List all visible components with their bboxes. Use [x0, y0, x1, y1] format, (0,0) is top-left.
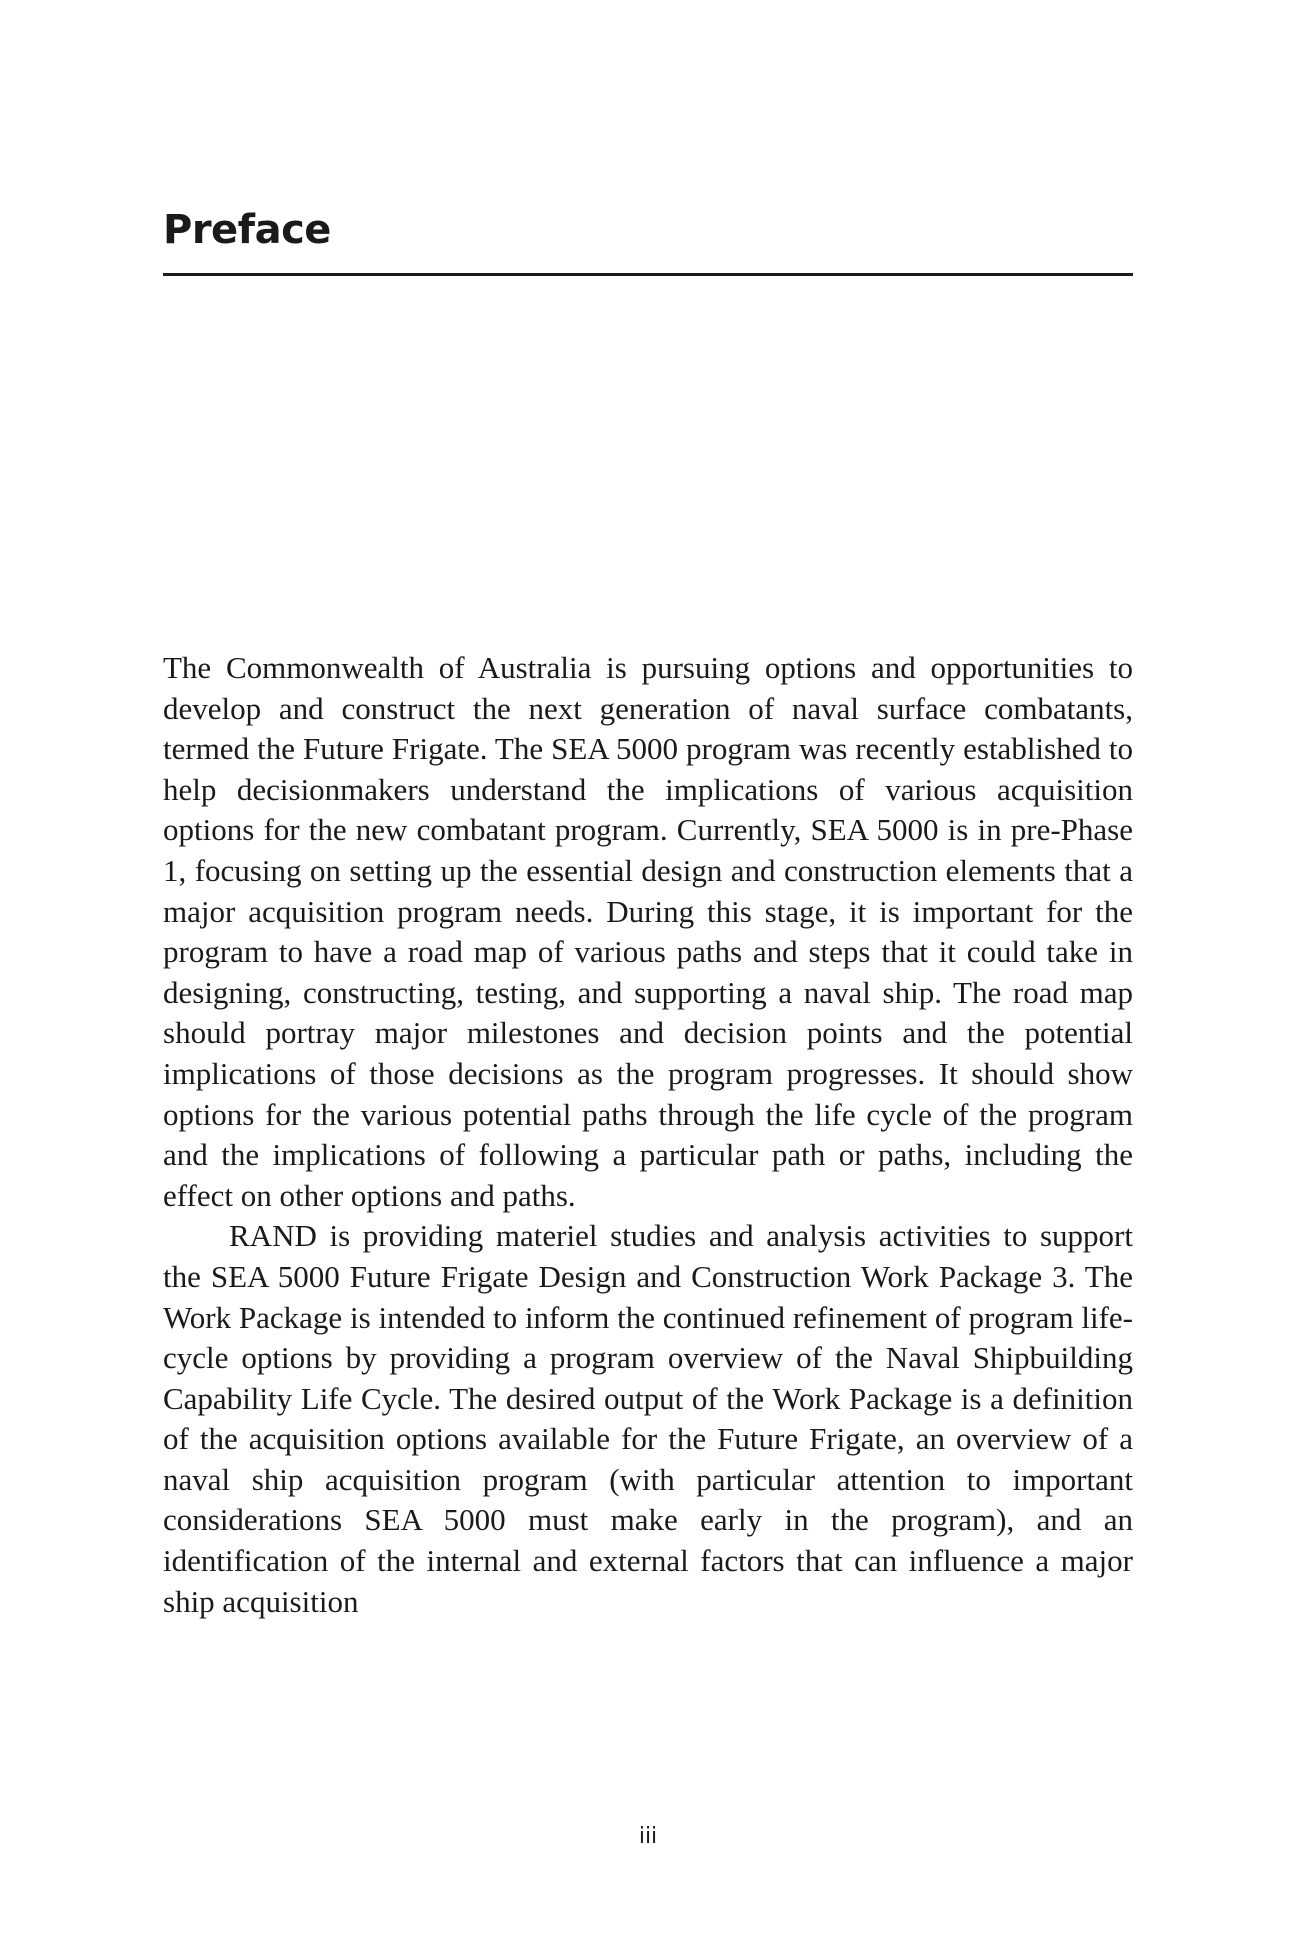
- body-text: [163, 648, 1133, 1622]
- title-divider: [163, 273, 1133, 276]
- paragraph: The Commonwealth of Australia is pursuing options and opportunities to develop and construct the next generation of naval surface combatants, termed the Future Frigate. The SEA 5000 program was recently established to help decisionmakers understand the implications of various acquisition options for the new combatant program. Currently, SEA 5000 is in pre-Phase 1, focusing on setting up the essential design and construction elements that a major acquisition program needs. During this stage, it is important for the program to have a road map of various paths and steps that it could take in designing, constructing, testing, and supporting a naval ship. The road map should portray major milestones and decision points and the potential implications of those decisions as the program progresses. It should show options for the various potential paths through the life cycle of the program and the implications of following a particular path or paths, including the effect on other options and paths.: [163, 650, 1133, 1213]
- paragraph: RAND is providing materiel studies and analysis activities to support the SEA 5000 Future Frigate Design and Construction Work Package 3. The Work Package is intended to inform the continued refinement of program life-cycle options by providing a program overview of the Naval Shipbuilding Capability Life Cycle. The desired output of the Work Package is a definition of the acquisition options available for the Future Frigate, an overview of a naval ship acquisition program (with particular attention to important considerations SEA 5000 must make early in the program), and an identification of the internal and external factors that can influence a major ship acquisition: [163, 1218, 1133, 1619]
- chapter-title: Preface: [163, 207, 331, 253]
- page-number: iii: [638, 1824, 658, 1849]
